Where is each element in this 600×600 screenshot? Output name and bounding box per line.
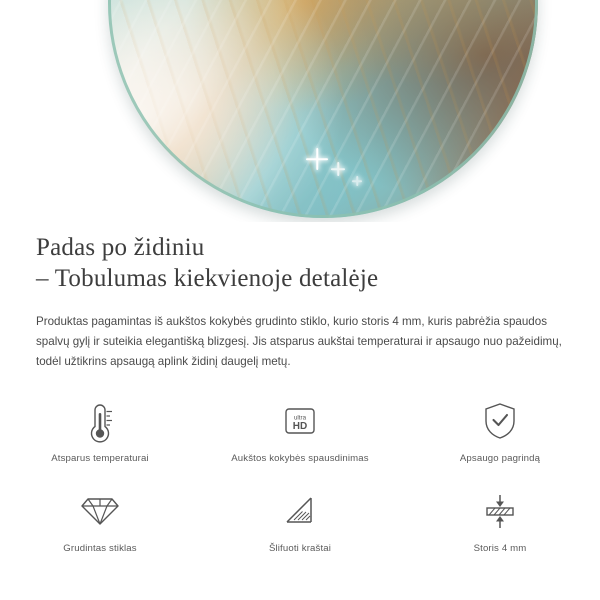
ultra-hd-icon <box>277 398 323 444</box>
feature-item-polished-edges <box>200 488 400 554</box>
thermometer-icon <box>77 398 123 444</box>
hero-image <box>0 0 600 222</box>
thickness-arrows-icon <box>477 488 523 534</box>
feature-item-surface-protection <box>400 398 600 464</box>
feature-item-temperature <box>0 398 200 464</box>
feature-label: Aukštos kokybės spausdinimas <box>231 453 369 464</box>
feature-item-print-quality <box>200 398 400 464</box>
shield-check-icon <box>477 398 523 444</box>
feature-label: Šlifuoti kraštai <box>268 543 332 554</box>
feature-label: Atsparus temperaturai <box>51 453 149 464</box>
diamond-icon <box>77 488 123 534</box>
feature-item-tempered-glass <box>0 488 200 554</box>
description-block <box>0 222 600 372</box>
highlight-overlay <box>108 0 538 218</box>
page-title <box>0 222 600 294</box>
svg-text:HD: HD <box>292 421 308 432</box>
feature-label: Apsaugo pagrindą <box>459 453 541 464</box>
feature-grid <box>0 398 600 554</box>
body-paragraph: Produktas pagamintas iš aukštos kokybės grudinto stiklo, kurio storis 4 mm, kuris pabrėžia spaudos spalvų gylį ir suteikia elegantišką blizgesį. Jis atsparus aukštai temperaturai ir apsaugo nuo pažeidimų, todėl užtikrins apsaugą aplink židinį daugelį metų. <box>36 315 562 368</box>
feature-item-thickness <box>400 488 600 554</box>
round-glass-pad-graphic <box>108 0 538 218</box>
headline-line-1: Padas po židiniu <box>36 234 205 261</box>
feature-label: Grudintas stiklas <box>63 543 137 554</box>
feature-label: Storis 4 mm <box>473 543 527 554</box>
polished-edge-icon <box>277 488 323 534</box>
headline-line-2: – Tobulumas kiekvienoje detalėje <box>36 265 379 292</box>
svg-text:ultra: ultra <box>293 414 307 422</box>
